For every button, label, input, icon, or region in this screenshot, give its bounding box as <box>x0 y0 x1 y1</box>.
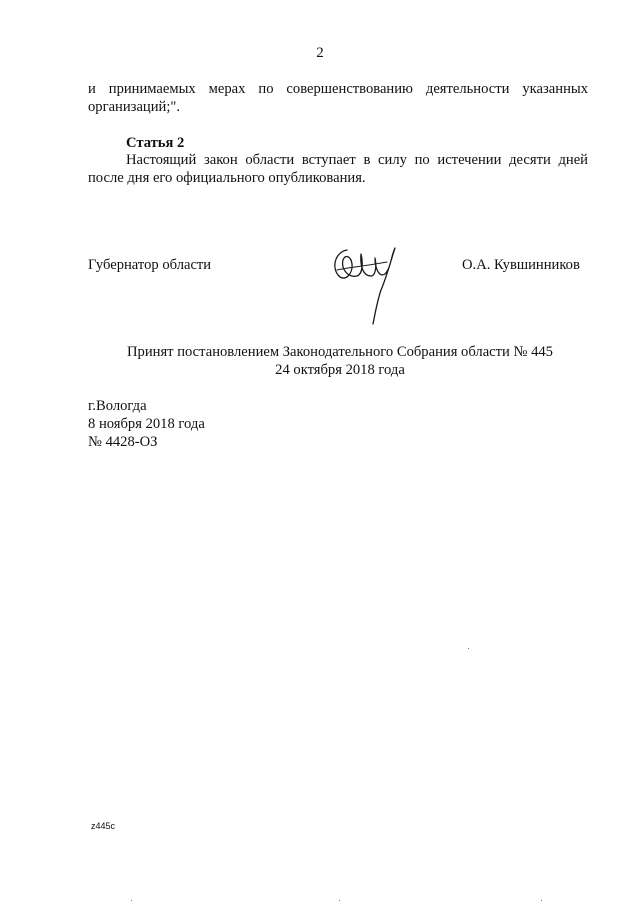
article-body-line-1: Настоящий закон области вступает в силу по истечении десяти дней <box>126 152 588 168</box>
signing-date: 8 ноября 2018 года <box>88 416 205 432</box>
page-number: 2 <box>316 45 324 61</box>
handwritten-signature <box>325 240 405 326</box>
continuation-line-1: и принимаемых мерах по совершенствованию деятельности указанных <box>88 81 588 97</box>
signer-position: Губернатор области <box>88 257 212 273</box>
adoption-note <box>0 343 640 379</box>
file-code: z445c <box>91 821 116 831</box>
article-heading: Статья 2 <box>126 135 185 151</box>
continuation-paragraph <box>88 80 588 116</box>
continuation-line-2: организаций;". <box>88 99 181 115</box>
place-date-block <box>88 397 205 451</box>
scan-speck <box>339 900 340 901</box>
signer-name: О.А. Кувшинников <box>462 257 580 273</box>
city: г.Вологда <box>88 398 147 414</box>
scan-speck <box>541 900 542 901</box>
scan-speck <box>131 900 132 901</box>
adoption-line-1: Принят постановлением Законодательного Собрания области № 445 <box>127 344 553 360</box>
article-body <box>88 151 588 187</box>
article-body-line-2: после дня его официального опубликования. <box>88 170 366 186</box>
scan-speck <box>468 648 469 649</box>
law-number: № 4428-ОЗ <box>88 434 158 450</box>
adoption-line-2: 24 октября 2018 года <box>275 362 405 378</box>
